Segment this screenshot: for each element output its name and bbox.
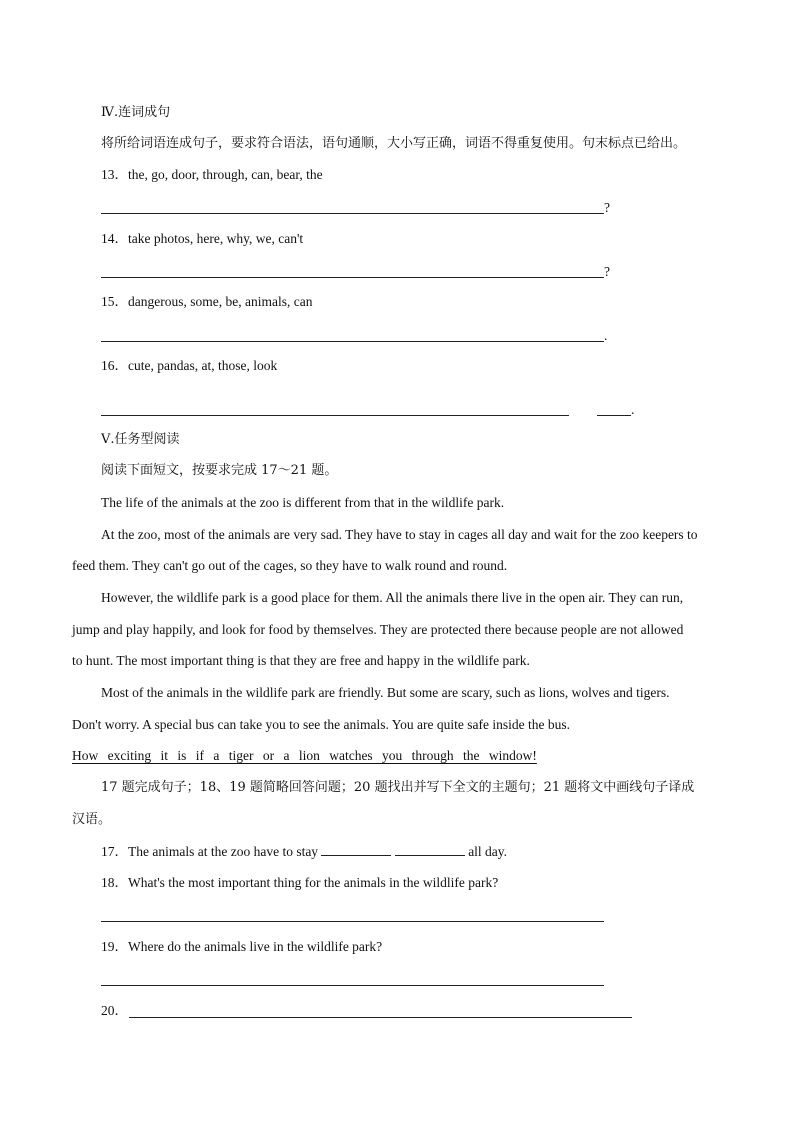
passage-paragraph-3-line-2: jump and play happily, and look for food by themselves. They are protected there because people are not allowed [72,622,684,637]
question-14 [101,230,303,248]
section5-instruction: 阅读下面短文，按要求完成 17～21 题。 [101,463,338,478]
passage-paragraph-4-line-2: Don't worry. A special bus can take you to see the animals. You are quite safe inside the bus. [72,717,570,732]
question-number: 17． [101,844,128,859]
end-punctuation-16: . [631,402,635,417]
underlined-sentence: How exciting it is if a tiger or a lion watches you through the window! [72,748,537,763]
question-17 [101,843,507,861]
end-punctuation-15: . [604,328,608,343]
question-19: 19．Where do the animals live in the wildlife park? [101,939,383,954]
blank-1[interactable] [321,843,391,856]
answer-line-13[interactable] [101,213,604,214]
task-instruction-line-2: 汉语。 [72,812,112,827]
passage-paragraph-4-line-1: Most of the animals in the wildlife park are friendly. But some are scary, such as lions, wolves and tigers. [101,685,670,700]
answer-line-14[interactable] [101,277,604,278]
answer-line-20[interactable] [129,1017,632,1018]
blank-2[interactable] [395,843,465,856]
question-number: 14． [101,231,128,246]
passage-paragraph-2-line-2: feed them. They can't go out of the cages, so they have to walk round and round. [72,558,508,573]
answer-line-16-extra[interactable] [597,415,631,416]
passage-paragraph-2-line-1: At the zoo, most of the animals are very sad. They have to stay in cages all day and wait for the zoo keepers to [101,527,698,542]
section4-heading: Ⅳ.连词成句 [101,105,171,120]
answer-line-15[interactable] [101,341,604,342]
question-20-number: 20． [101,1003,128,1018]
question-number: 15． [101,294,128,309]
end-punctuation-14: ? [604,264,610,279]
passage-paragraph-3-line-3: to hunt. The most important thing is that they are free and happy in the wildlife park. [72,653,530,668]
question-words: take photos, here, why, we, can't [128,231,304,246]
passage-paragraph-3-line-1: However, the wildlife park is a good place for them. All the animals there live in the open air. They can run, [101,590,684,605]
question-18: 18．What's the most important thing for the animals in the wildlife park? [101,875,499,890]
end-punctuation-13: ? [604,200,610,215]
question-number: 13． [101,167,128,182]
answer-line-16[interactable] [101,415,569,416]
question-13 [101,166,323,184]
passage-paragraph-1: The life of the animals at the zoo is different from that in the wildlife park. [101,495,505,510]
question-words: dangerous, some, be, animals, can [128,294,313,309]
question-text-end: all day. [468,844,508,859]
question-words: the, go, door, through, can, bear, the [128,167,323,182]
task-instruction-line-1: 17 题完成句子；18、19 题简略回答问题；20 题找出并写下全文的主题句；21 题将文中画线句子译成 [101,780,695,795]
question-15 [101,293,312,311]
question-number: 16． [101,358,128,373]
answer-line-18[interactable] [101,921,604,922]
question-16 [101,357,277,375]
answer-line-19[interactable] [101,985,604,986]
section4-instruction: 将所给词语连成句子，要求符合语法，语句通顺，大小写正确，词语不得重复使用。句末标点已给出。 [101,136,687,151]
question-words: cute, pandas, at, those, look [128,358,278,373]
section5-heading: Ⅴ.任务型阅读 [101,432,180,447]
question-text: The animals at the zoo have to stay [128,844,319,859]
